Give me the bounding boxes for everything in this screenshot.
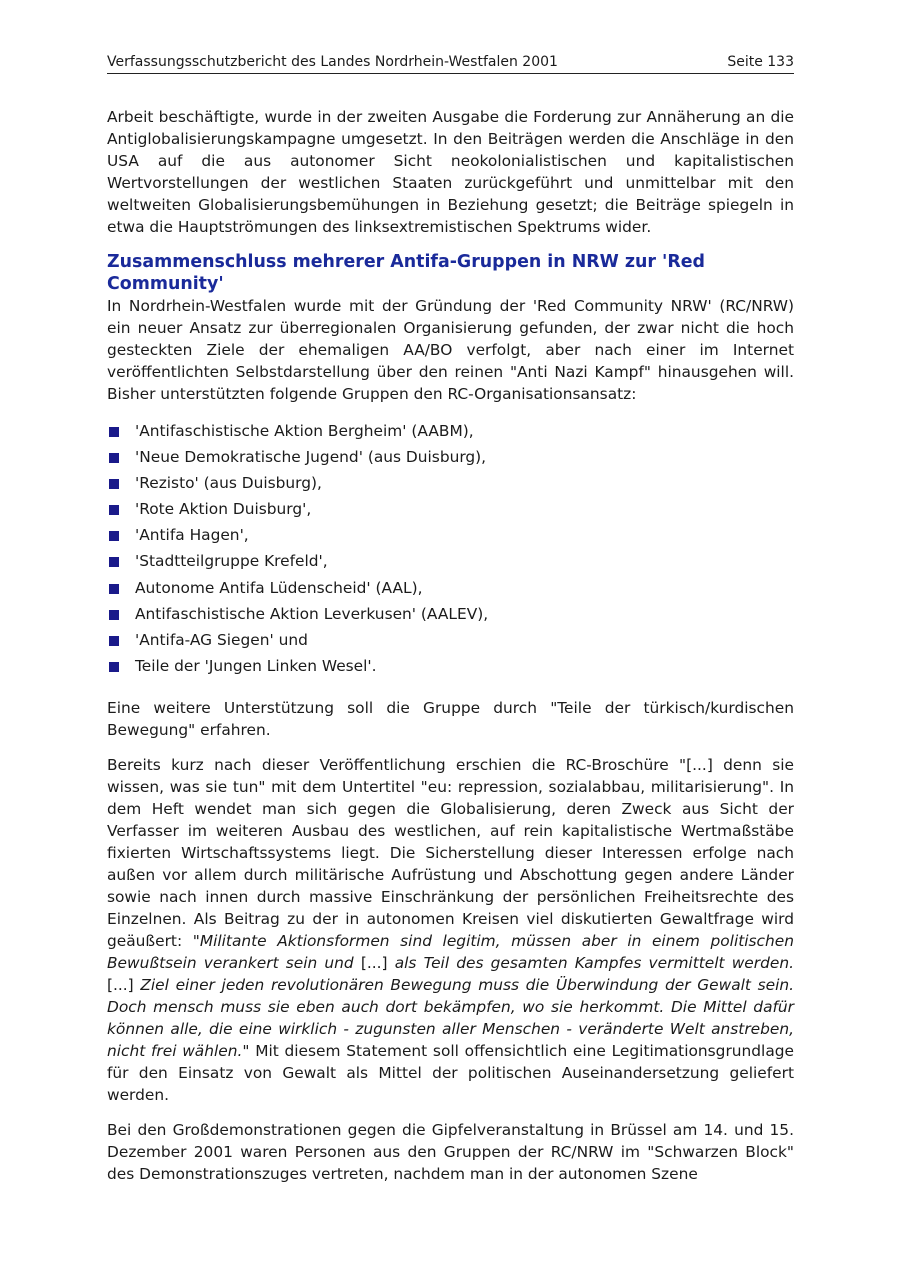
list-item: 'Antifaschistische Aktion Bergheim' (AABM), bbox=[107, 418, 794, 444]
paragraph-intro: Arbeit beschäftigte, wurde in der zweiten Ausgabe die Forderung zur Annäherung an die Antiglobalisierungskampagne umgesetzt. In den Beiträgen werden die Anschläge in den USA auf die aus autonomer Sicht neokolonialistischen und kapitalistischen Wertvorstellungen der westlichen Staaten zurückgeführt und unmittelbar mit den weltweiten Globalisierungsbemühungen in Beziehung gesetzt; die Beiträge spiegeln in etwa die Hauptströmungen des linksextremistischen Spektrums wider. bbox=[107, 108, 794, 236]
list-item: 'Rezisto' (aus Duisburg), bbox=[107, 470, 794, 496]
bullet-square-icon bbox=[109, 557, 119, 567]
list-item: 'Stadtteilgruppe Krefeld', bbox=[107, 548, 794, 574]
page-header bbox=[107, 52, 794, 74]
bullet-square-icon bbox=[109, 531, 119, 541]
paragraph-brochure: Bereits kurz nach dieser Veröffentlichung erschien die RC-Broschüre "[...] denn sie wissen, was sie tun" mit dem Untertitel "eu: repression, sozialabbau, militarisierung". In dem Heft wendet man sich gegen die Globalisierung, deren Zweck aus Sicht der Verfasser im weiteren Ausbau des westlichen, auf rein kapitalistische Wertmaßstäbe fixierten Wirtschaftssystems liegt. Die Sicherstellung dieser Interessen erfolge nach außen vor allem durch militärische Aufrüstung und Abschottung gegen andere Länder sowie nach innen durch massive Einschränkung der persönlichen Freiheitsrechte des Einzelnen. Als Beitrag zu der in autonomen Kreisen viel diskutierten Gewaltfrage wird geäußert: "Militante Aktionsformen sind legitim, müssen aber in einem politischen Bewußtsein verankert sein und [...] als Teil des gesamten Kampfes vermittelt werden. [...] Ziel einer jeden revolutionären Bewegung muss die Überwindung der Gewalt sein. Doch mensch muss sie eben auch dort bekämpfen, wo sie herkommt. Die Mittel dafür können alle, die eine wirklich - zugunsten aller Menschen - veränderte Welt anstreben, nicht frei wählen." Mit diesem Statement soll offensichtlich eine Legitimationsgrundlage für den Einsatz von Gewalt als Mittel der politischen Auseinandersetzung geliefert werden. bbox=[107, 755, 795, 1104]
list-item: 'Antifa-AG Siegen' und bbox=[107, 627, 794, 653]
report-title: Verfassungsschutzbericht des Landes Nordrhein-Westfalen 2001 bbox=[107, 54, 558, 70]
list-item: 'Neue Demokratische Jugend' (aus Duisburg), bbox=[107, 444, 794, 470]
paragraph-red-community: In Nordrhein-Westfalen wurde mit der Gründung der 'Red Community NRW' (RC/NRW) ein neuer Ansatz zur überregionalen Organisierung gefunden, der zwar nicht die hoch gesteckten Ziele der ehemaligen AA/BO verfolgt, aber nach einer im Internet veröffentlichten Selbstdarstellung über den reinen "Anti Nazi Kampf" hinausgehen will. Bisher unterstützten folgende Gruppen den RC-Organisationsansatz: bbox=[107, 297, 794, 403]
quote-part: Militante Aktionsformen sind legitim, müssen aber in einem politischen Bewußtsein verankert sein und bbox=[107, 931, 795, 972]
bullet-square-icon bbox=[109, 584, 119, 594]
quote-part: als Teil des gesamten Kampfes vermittelt werden. bbox=[394, 953, 794, 972]
bullet-square-icon bbox=[109, 453, 119, 463]
paragraph-brussels: Bei den Großdemonstrationen gegen die Gipfelveranstaltung in Brüssel am 14. und 15. Dezember 2001 waren Personen aus den Gruppen der RC/NRW im "Schwarzen Block" des Demonstrationszuges vertreten, nachdem man in der autonomen Szene bbox=[107, 1120, 794, 1183]
page-body bbox=[107, 106, 794, 1185]
list-item: Antifaschistische Aktion Leverkusen' (AALEV), bbox=[107, 601, 794, 627]
group-list bbox=[107, 418, 794, 679]
paragraph-support: Eine weitere Unterstützung soll die Gruppe durch "Teile der türkisch/kurdischen Bewegung" erfahren. bbox=[107, 698, 794, 739]
bullet-square-icon bbox=[109, 610, 119, 620]
list-item: 'Rote Aktion Duisburg', bbox=[107, 496, 794, 522]
bullet-square-icon bbox=[109, 427, 119, 437]
list-item: Teile der 'Jungen Linken Wesel'. bbox=[107, 653, 794, 679]
bullet-square-icon bbox=[109, 662, 119, 672]
page-number: Seite 133 bbox=[727, 54, 794, 70]
bullet-square-icon bbox=[109, 505, 119, 515]
bullet-square-icon bbox=[109, 479, 119, 489]
quote-part: Ziel einer jeden revolutionären Bewegung muss die Überwindung der Gewalt sein. Doch mensch muss sie eben auch dort bekämpfen, wo sie herkommt. Die Mittel dafür können alle, die eine wirklich - zugunsten aller Menschen - veränderte Welt anstreben, nicht frei wählen. bbox=[107, 975, 795, 1060]
list-item: Autonome Antifa Lüdenscheid' (AAL), bbox=[107, 575, 794, 601]
bullet-square-icon bbox=[109, 636, 119, 646]
section-heading: Zusammenschluss mehrerer Antifa-Gruppen in NRW zur 'Red Community' bbox=[107, 252, 705, 294]
list-item: 'Antifa Hagen', bbox=[107, 522, 794, 548]
